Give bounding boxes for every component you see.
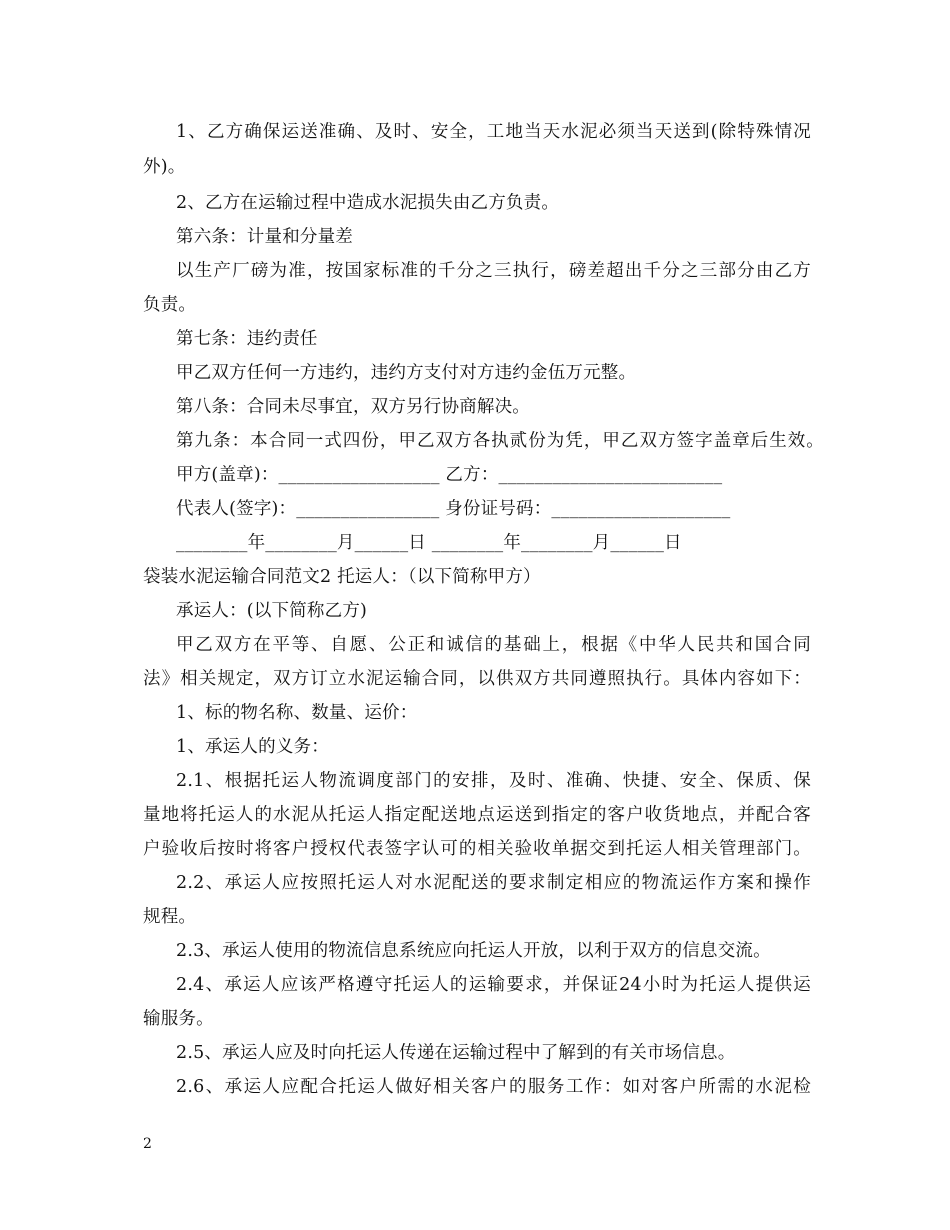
document-title-line: 袋装水泥运输合同范文2 托运人：（以下简称甲方） bbox=[143, 567, 541, 587]
signature-date-line: ________年________月______日 ________年________月______日 bbox=[176, 533, 682, 553]
text-line: 2、乙方在运输过程中造成水泥损失由乙方负责。 bbox=[176, 193, 560, 213]
text-line: 量地将托运人的水泥从托运人指定配送地点运送到指定的客户收货地点，并配合客 bbox=[143, 805, 811, 825]
text-line: 2.1、根据托运人物流调度部门的安排，及时、准确、快捷、安全、保质、保 bbox=[176, 771, 811, 791]
signature-line-party-a: 甲方(盖章)：__________________ 乙方：_________________________ bbox=[176, 465, 723, 485]
text-line: 2.3、承运人使用的物流信息系统应向托运人开放，以利于双方的信息交流。 bbox=[176, 941, 771, 961]
section-heading: 第八条：合同未尽事宜，双方另行协商解决。 bbox=[176, 397, 530, 417]
text-line: 2.6、承运人应配合托运人做好相关客户的服务工作：如对客户所需的水泥检 bbox=[176, 1077, 811, 1097]
section-heading: 第六条：计量和分量差 bbox=[176, 227, 353, 247]
text-line: 规程。 bbox=[143, 907, 197, 927]
text-line: 1、标的物名称、数量、运价： bbox=[176, 703, 418, 723]
text-line: 户验收后按时将客户授权代表签字认可的相关验收单据交到托运人相关管理部门。 bbox=[143, 839, 811, 859]
page-number: 2 bbox=[143, 1136, 152, 1152]
text-line: 负责。 bbox=[143, 295, 197, 315]
text-line: 外)。 bbox=[143, 157, 186, 177]
text-line: 2.4、承运人应该严格遵守托运人的运输要求，并保证24小时为托运人提供运 bbox=[176, 975, 811, 995]
text-line: 1、承运人的义务： bbox=[176, 737, 329, 757]
text-line: 法》相关规定，双方订立水泥运输合同，以供双方共同遵照执行。具体内容如下： bbox=[143, 669, 811, 689]
text-line: 输服务。 bbox=[143, 1009, 214, 1029]
text-line: 2.2、承运人应按照托运人对水泥配送的要求制定相应的物流运作方案和操作 bbox=[176, 873, 811, 893]
section-heading: 第七条：违约责任 bbox=[176, 329, 318, 349]
text-line: 1、乙方确保运送准确、及时、安全，工地当天水泥必须当天送到(除特殊情况 bbox=[176, 122, 811, 142]
text-line: 以生产厂磅为准，按国家标准的千分之三执行，磅差超出千分之三部分由乙方 bbox=[176, 261, 811, 281]
text-line: 甲乙双方任何一方违约，违约方支付对方违约金伍万元整。 bbox=[176, 363, 637, 383]
text-line: 2.5、承运人应及时向托运人传递在运输过程中了解到的有关市场信息。 bbox=[176, 1043, 736, 1063]
text-line: 承运人：(以下简称乙方) bbox=[176, 601, 368, 621]
signature-line-representative: 代表人(签字)：________________ 身份证号码：____________________ bbox=[176, 499, 731, 519]
text-line: 甲乙双方在平等、自愿、公正和诚信的基础上，根据《中华人民共和国合同 bbox=[176, 635, 811, 655]
section-heading: 第九条：本合同一式四份，甲乙双方各执贰份为凭，甲乙双方签字盖章后生效。 bbox=[176, 431, 824, 451]
